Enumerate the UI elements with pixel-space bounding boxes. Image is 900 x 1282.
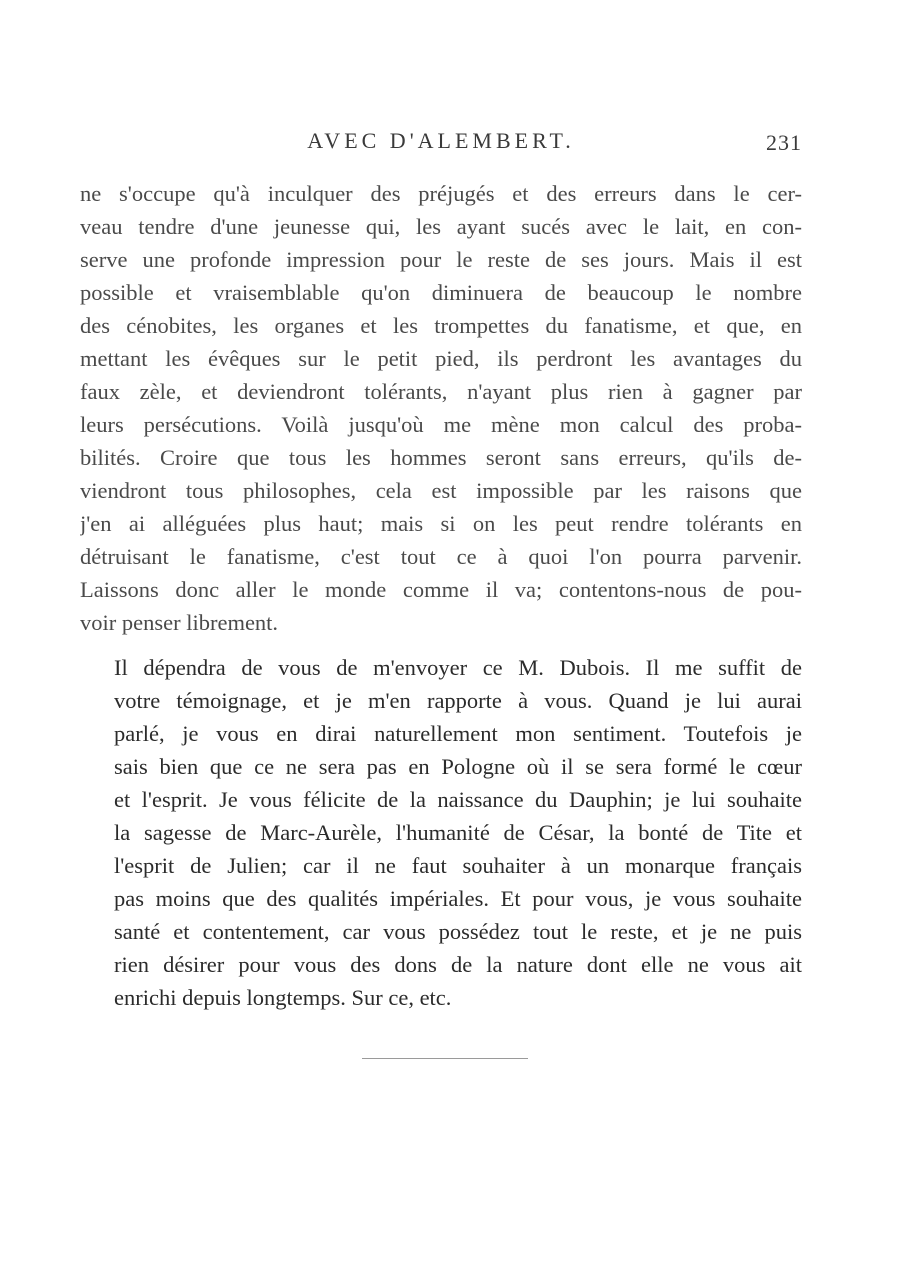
- text-line: rien désirer pour vous des dons de la nature dont elle ne vous ait: [114, 952, 802, 977]
- text-line: faux zèle, et deviendront tolérants, n'ayant plus rien à gagner par: [80, 379, 802, 404]
- text-line: détruisant le fanatisme, c'est tout ce à quoi l'on pourra parvenir.: [80, 544, 802, 569]
- end-rule: [362, 1058, 528, 1059]
- text-line: possible et vraisemblable qu'on diminuera de beaucoup le nombre: [80, 280, 802, 305]
- text-line: la sagesse de Marc-Aurèle, l'humanité de César, la bonté de Tite et: [114, 820, 802, 845]
- text-line: enrichi depuis longtemps. Sur ce, etc.: [114, 985, 452, 1010]
- text-line: parlé, je vous en dirai naturellement mon sentiment. Toutefois je: [114, 721, 802, 746]
- text-line: ne s'occupe qu'à inculquer des préjugés et des erreurs dans le cer-: [80, 181, 802, 206]
- text-line: sais bien que ce ne sera pas en Pologne où il se sera formé le cœur: [114, 754, 802, 779]
- text-line: Il dépendra de vous de m'envoyer ce M. Dubois. Il me suffit de: [114, 655, 802, 680]
- text-line: viendront tous philosophes, cela est impossible par les raisons que: [80, 478, 802, 503]
- text-line: et l'esprit. Je vous félicite de la naissance du Dauphin; je lui souhaite: [114, 787, 802, 812]
- text-line: veau tendre d'une jeunesse qui, les ayant sucés avec le lait, en con-: [80, 214, 802, 239]
- body-text: [80, 177, 802, 1014]
- paragraph: [80, 651, 802, 1014]
- text-line: voir penser librement.: [80, 610, 279, 635]
- page-number: 231: [766, 130, 802, 155]
- running-head: [80, 128, 802, 164]
- text-line: serve une profonde impression pour le reste de ses jours. Mais il est: [80, 247, 802, 272]
- text-line: l'esprit de Julien; car il ne faut souhaiter à un monarque français: [114, 853, 802, 878]
- text-line: j'en ai alléguées plus haut; mais si on les peut rendre tolérants en: [80, 511, 802, 536]
- paragraph-continued: [80, 177, 802, 639]
- text-line: bilités. Croire que tous les hommes seront sans erreurs, qu'ils de-: [80, 445, 802, 470]
- text-line: Laissons donc aller le monde comme il va; contentons-nous de pou-: [80, 577, 802, 602]
- running-title: AVEC D'ALEMBERT.: [307, 128, 575, 153]
- text-line: mettant les évêques sur le petit pied, ils perdront les avantages du: [80, 346, 802, 371]
- text-line: des cénobites, les organes et les trompettes du fanatisme, et que, en: [80, 313, 802, 338]
- text-line: santé et contentement, car vous possédez tout le reste, et je ne puis: [114, 919, 802, 944]
- text-line: pas moins que des qualités impériales. Et pour vous, je vous souhaite: [114, 886, 802, 911]
- text-line: leurs persécutions. Voilà jusqu'où me mène mon calcul des proba-: [80, 412, 802, 437]
- text-line: votre témoignage, et je m'en rapporte à vous. Quand je lui aurai: [114, 688, 802, 713]
